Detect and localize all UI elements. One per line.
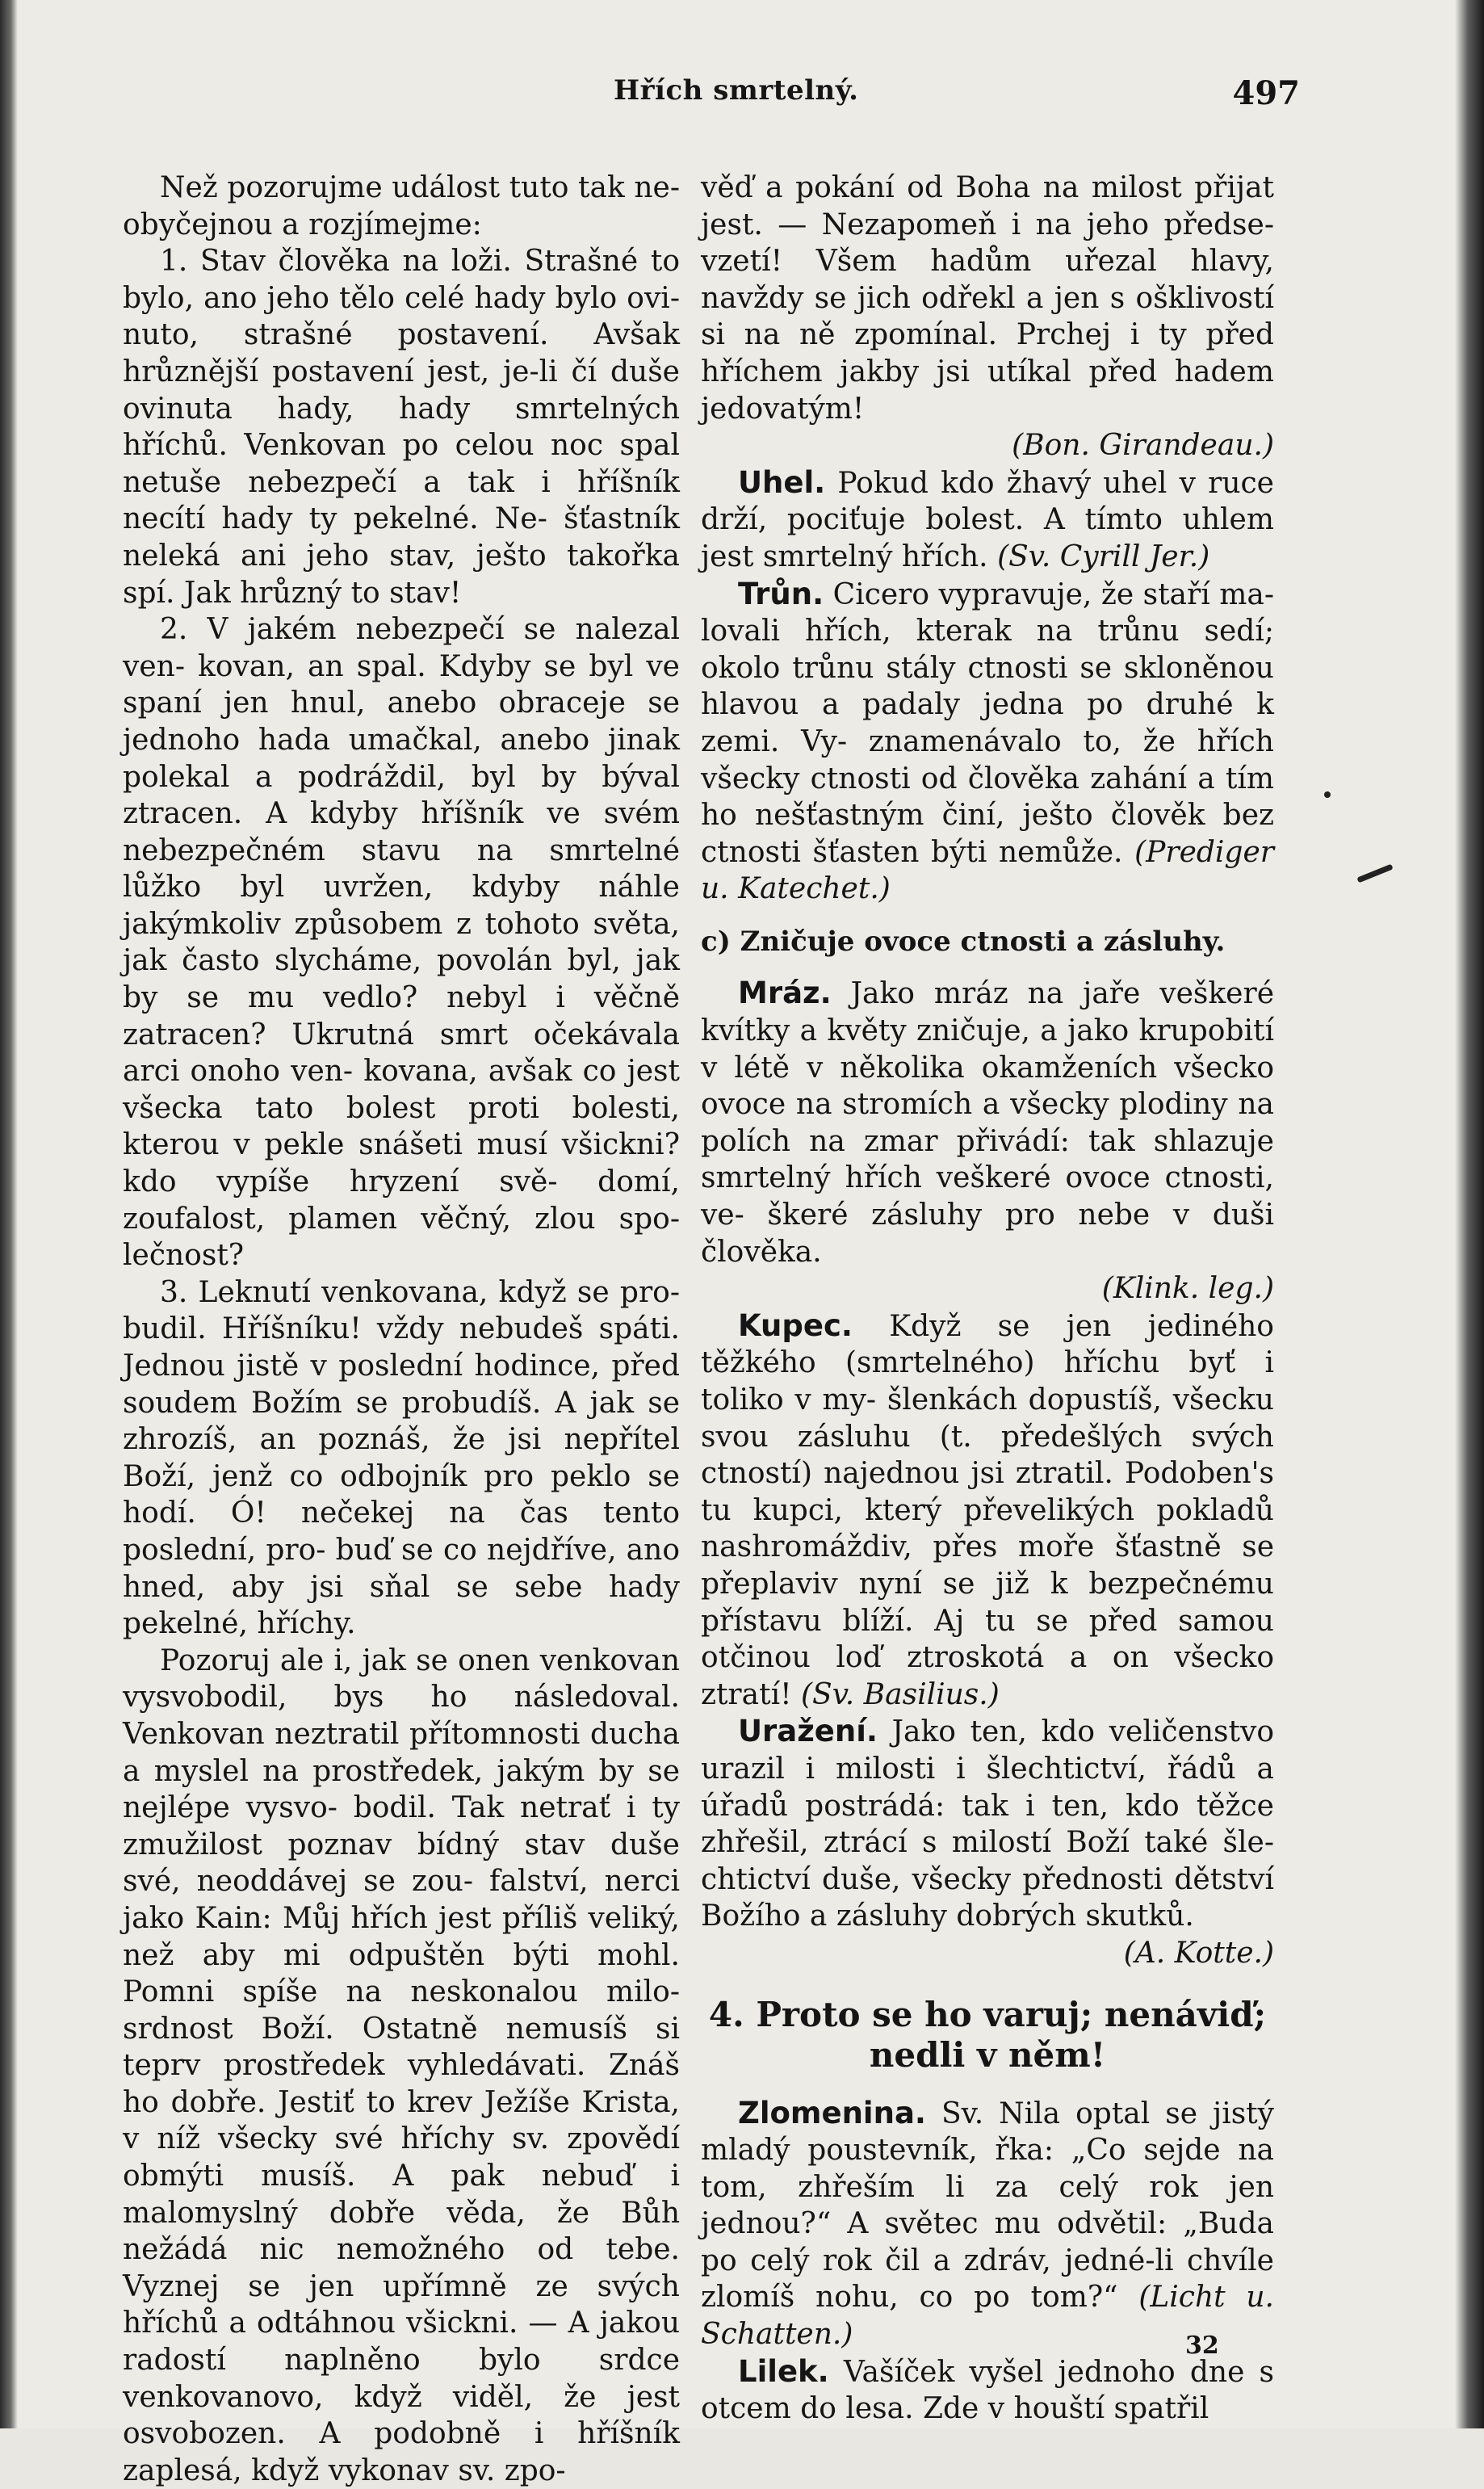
paragraph: Než pozorujme událost tuto tak ne- obyčejnou a rozjímejme: [123, 171, 680, 241]
entry-text: Když se jen jediného těžkého (smrtelného) hříchu byť i toliko v my- šlenkách dopustíš, všecku svou zásluhu (t. předešlých svých ctností) najednou jsi ztratil. Podoben's tu kupci, který převelikých pokladů nashromáždiv, přes moře šťastně se přeplaviv nyní se již k bezpečnému přístavu blíží. Aj tu se před samou otčinou loď ztroskotá a on všecko ztratí! [701, 1309, 1274, 1711]
source-citation: (Bon. Girandeau.) [1012, 429, 1274, 463]
entry-trun [701, 576, 1274, 908]
entry-text: Jako mráz na jaře veškeré kvítky a květy zničuje, a jako krupobití v létě v několika okamženích všecko ovoce na stromích a všecky plodiny na polích na zmar přivádí: tak shlazuje smrtelný hřích veškeré ovoce ctnosti, ve- škeré zásluhy pro nebe v duši člověka. [701, 977, 1274, 1269]
source-citation: (Prediger u. Katechet.) [701, 835, 1274, 906]
running-head: Hřích smrtelný. [614, 74, 859, 107]
entry-keyword: Zlomenina. [738, 2095, 926, 2130]
entry-zlomenina [701, 2095, 1274, 2353]
entry-uhel [701, 464, 1274, 576]
printer-signature: 32 [1185, 2332, 1219, 2360]
section-heading: c) Zničuje ovoce ctnosti a zásluhy. [701, 925, 1226, 958]
entry-text: Jako ten, kdo veličenstvo urazil i milosti i šlechtictví, řádů a úřadů postrádá: tak i ten, kdo těžce zhřešil, ztrácí s milostí Boží také šle- chtictví duše, všecky přednosti dětství Božího a zásluhy dobrých skutků. [701, 1715, 1274, 1933]
chapter-heading: 4. Proto se ho varuj; nenáviď; nedli v něm! [708, 1994, 1267, 2075]
ink-stroke-mark [1356, 864, 1393, 884]
entry-keyword: Lilek. [738, 2353, 829, 2389]
entry-keyword: Trůn. [738, 576, 824, 611]
paragraph: 3. Leknutí venkovana, když se pro- budil. Hříšníku! vždy nebudeš spáti. Jednou jistě v poslední hodince, před soudem Božím se probudíš. A jak se zhrozíš, an poznáš, že jsi nepřítel Boží, jenž co odbojník pro peklo se hodí. Ó! nečekej na čas tento poslední, pro- buď se co nejdříve, ano hned, aby jsi sňal se sebe hady pekelné, hříchy. [123, 1275, 680, 1641]
entry-text: Vašíček vyšel jednoho dne s otcem do lesa. Zde v houští spatřil [701, 2355, 1274, 2426]
entry-keyword: Uhel. [738, 464, 826, 500]
entry-text: Sv. Nila optal se jistý mladý poustevník, řka: „Co sejde na tom, zhřeším li za celý rok jen jednou?“ A světec mu odvětil: „Buda po celý rok čil a zdráv, jedné-li chvíle zlomíš nohu, co po tom?“ [701, 2097, 1274, 2315]
entry-kupec [701, 1307, 1274, 1714]
entry-keyword: Uražení. [738, 1714, 878, 1749]
entry-urazeni [701, 1713, 1274, 1935]
right-column [701, 170, 1274, 2428]
left-page-edge [0, 0, 18, 2428]
source-citation: (Licht u. Schatten.) [701, 2281, 1274, 2352]
entry-mraz [701, 975, 1274, 1270]
ink-dot-mark [1324, 791, 1331, 798]
entry-text: Cicero vypravuje, že staří ma- lovali hřích, kterak na trůnu sedí; okolo trůnu stály ctnosti se skloněnou hlavou a padaly jedna po druhé k zemi. Vy- znamenávalo to, že hřích všecky ctnosti od člověka zahání a tím ho nešťastným činí, ješto člověk bez ctnosti šťasten býti nemůže. [701, 577, 1274, 869]
entry-text: Pokud kdo žhavý uhel v ruce drží, pociťuje bolest. A tímto uhlem jest smrtelný hřích. [701, 466, 1274, 573]
left-column [123, 170, 680, 2489]
paragraph: Pozoruj ale i, jak se onen venkovan vysvobodil, bys ho následoval. Venkovan neztratil přítomnosti ducha a myslel na prostředek, jakým by se nejlépe vysvo- bodil. Tak netrať i ty zmužilost poznav bídný stav duše své, neoddávej se zou- falství, nerci jako Kain: Můj hřích jest příliš veliký, než aby mi odpuštěn býti mohl. Pomni spíše na neskonalou milo- srdnost Boží. Ostatně nemusíš si teprv prostředek vyhledávati. Znáš ho dobře. Jestiť to krev Ježíše Krista, v níž všecky své hříchy sv. zpovědí obmýti musíš. A pak nebuď i malomyslný dobře věda, že Bůh nežádá nic nemožného od tebe. Vyznej se jen upřímně ze svých hříchů a odtáhnou všickni. — A jakou radostí naplněno bylo srdce venkovanovo, když viděl, že jest osvobozen. A podobně i hříšník zaplesá, když vykonav sv. zpo- [123, 1643, 680, 2487]
paragraph: 2. V jakém nebezpečí se nalezal ven- kovan, an spal. Kdyby se byl ve spaní jen hnul, anebo obraceje se jednoho hada umačkal, anebo jinak polekal a podráždil, byl by býval ztracen. A kdyby hříšník ve svém nebezpečném stavu na smrtelné lůžko byl uvržen, kdyby náhle jakýmkoliv způsobem z tohoto světa, jak často slycháme, povolán byl, jak by se mu vedlo? nebyl i věčně zatracen? Ukrutná smrt očekávala arci onoho ven- kovana, avšak co jest všecka tato bolest proti bolesti, kterou v pekle snášeti musí všickni? kdo vypíše hryzení svě- domí, zoufalost, plamen věčný, zlou spo- lečnost? [123, 613, 680, 1273]
source-citation: (A. Kotte.) [1123, 1936, 1274, 1970]
entry-keyword: Mráz. [738, 976, 832, 1011]
page-header [121, 74, 1300, 123]
paragraph: 1. Stav člověka na loži. Strašné to bylo, ano jeho tělo celé hady bylo ovi- nuto, strašné postavení. Avšak hrůznější postavení jest, je-li čí duše ovinuta hady, hady smrtelných hříchů. Venkovan po celou noc spal netuše nebezpečí a tak i hříšník necítí hady ty pekelné. Ne- šťastník neleká ani jeho stav, ješto takořka spí. Jak hrůzný to stav! [123, 245, 680, 610]
right-page-edge [1455, 0, 1484, 2428]
paragraph: věď a pokání od Boha na milost přijat jest. — Nezapomeň i na jeho předse- vzetí! Všem hadům uřezal hlavy, navždy se jich odřekl a jen s ošklivostí si na ně zpomínal. Prchej i ty před hříchem jakby jsi utíkal před hadem jedovatým! [701, 171, 1274, 426]
source-citation: (Klink. leg.) [1101, 1272, 1274, 1306]
source-citation: (Sv. Basilius.) [801, 1677, 1000, 1711]
page-number: 497 [1232, 74, 1300, 112]
entry-lilek [701, 2353, 1274, 2428]
source-citation: (Sv. Cyrill Jer.) [997, 539, 1210, 573]
entry-keyword: Kupec. [738, 1307, 853, 1343]
